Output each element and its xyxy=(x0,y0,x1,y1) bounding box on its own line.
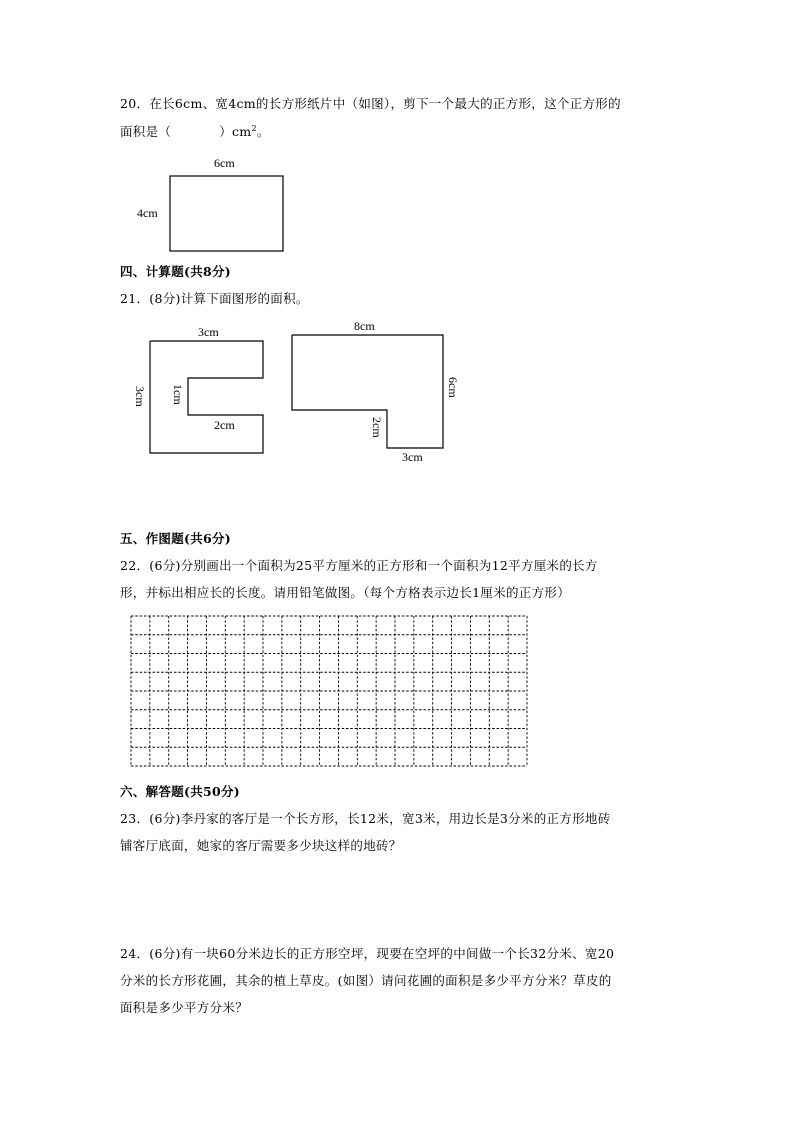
q24-line1: 24．(6分)有一块60分米边长的正方形空坪，现要在空坪的中间做一个长32分米、宽20 xyxy=(120,946,615,961)
q21-fig1-inner-vertical-label: 1cm xyxy=(171,384,185,405)
q20-text-post: ）cm xyxy=(219,124,252,139)
q21-fig1-left-label: 3cm xyxy=(133,386,147,407)
q24-line2: 分米的长方形花圃，其余的植上草皮。(如图）请问花圃的面积是多少平方分米？草皮的 xyxy=(120,973,612,988)
section4-title: 四、计算题(共8分) xyxy=(120,264,232,279)
section5-title: 五、作图题(共6分) xyxy=(120,531,232,546)
q23-line2: 铺客厅底面，她家的客厅需要多少块这样的地砖？ xyxy=(120,838,402,853)
q20-text-end: 。 xyxy=(256,124,270,139)
q22-line2: 形，并标出相应长的长度。请用铅笔做图。（每个方格表示边长1厘米的正方形） xyxy=(120,585,571,600)
q21-figure2-shape xyxy=(292,335,443,448)
q22-grid xyxy=(131,616,527,766)
q20-superscript: 2 xyxy=(251,123,257,133)
q21-fig2-right-label: 6cm xyxy=(446,377,460,398)
section6-title: 六、解答题(共50分) xyxy=(120,784,241,799)
q21-fig2-inner-vertical-label: 2cm xyxy=(370,417,384,438)
q21-fig1-top-label: 3cm xyxy=(198,325,219,339)
q20-left-label: 4cm xyxy=(137,206,158,220)
q20-text-pre: 面积是（ xyxy=(120,124,172,139)
q21-figure1-shape xyxy=(150,341,263,453)
q21-fig1-inner-bottom-label: 2cm xyxy=(214,418,235,432)
q21-text: 21．(8分)计算下面图形的面积。 xyxy=(120,291,309,306)
q20-top-label: 6cm xyxy=(214,156,235,170)
q24-line3: 面积是多少平方分米？ xyxy=(120,1000,249,1015)
q21-fig2-top-label: 8cm xyxy=(354,319,375,333)
q21-fig2-bottom-label: 3cm xyxy=(402,450,423,464)
q20-line1: 20．在长6cm、宽4cm的长方形纸片中（如图），剪下一个最大的正方形，这个正方形的 xyxy=(120,96,621,111)
q22-line1: 22．(6分)分别画出一个面积为25平方厘米的正方形和一个面积为12平方厘米的长方 xyxy=(120,558,598,573)
q20-rectangle xyxy=(170,176,283,251)
q23-line1: 23．(6分)李丹家的客厅是一个长方形，长12米，宽3米，用边长是3分米的正方形地砖 xyxy=(120,811,611,826)
